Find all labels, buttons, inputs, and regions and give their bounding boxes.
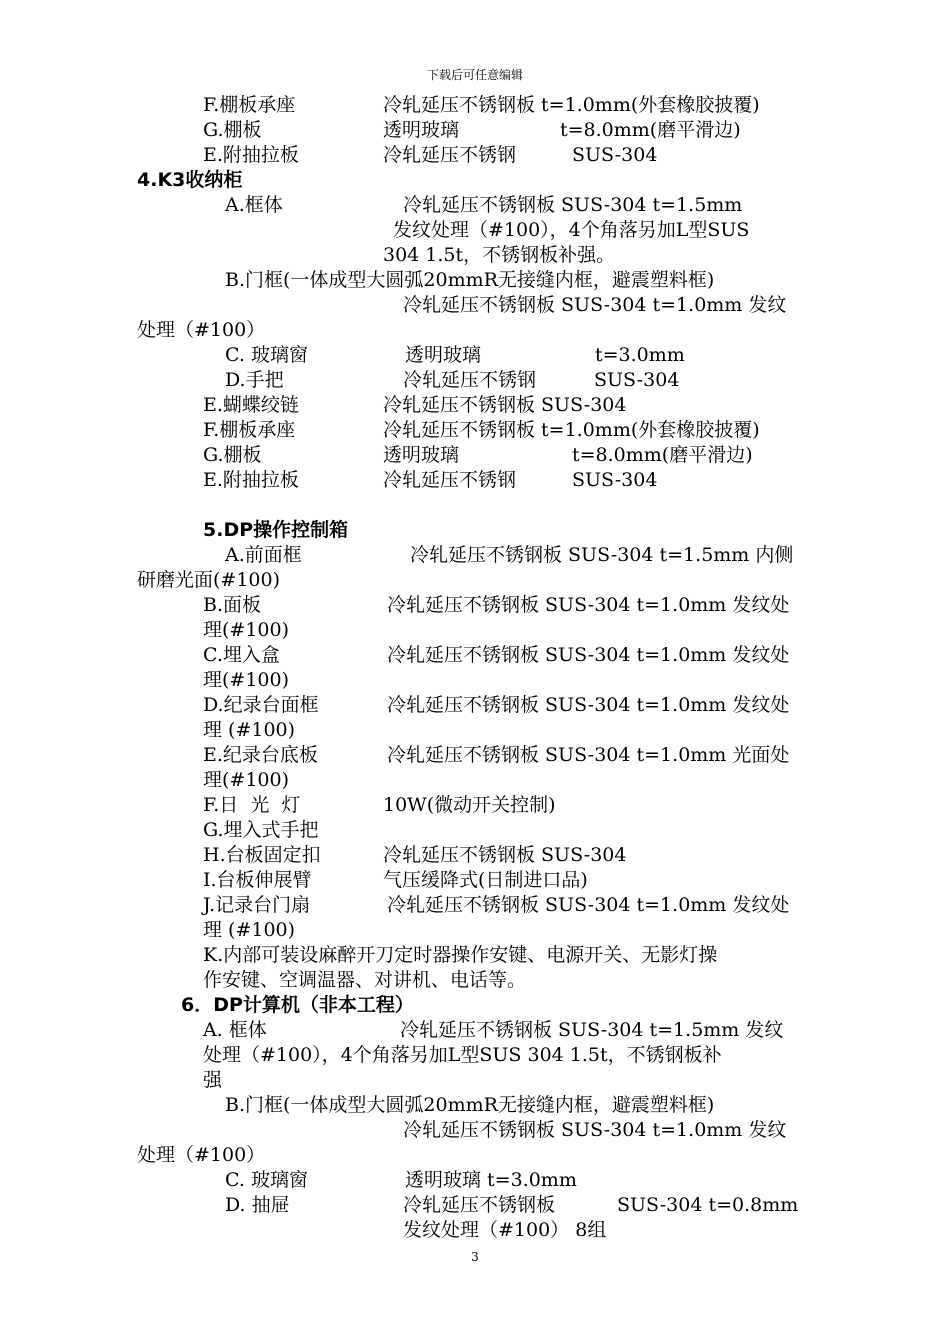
- spec-text: 研磨光面(#100): [137, 569, 281, 591]
- spec-text: t=3.0mm: [595, 344, 685, 366]
- spec-text: 冷轧延压不锈钢板 SUS-304 t=1.5mm 发纹: [400, 1019, 784, 1041]
- spec-text: D. 抽屉: [225, 1194, 290, 1216]
- spec-text: A. 框体: [203, 1019, 267, 1041]
- spec-text: 透明玻璃 t=3.0mm: [405, 1169, 577, 1191]
- spec-text: 发纹处理（#100） 8组: [403, 1219, 607, 1241]
- spec-text: SUS-304: [594, 369, 680, 391]
- section-heading: 6．DP计算机（非本工程）: [181, 994, 414, 1016]
- spec-text: G.埋入式手把: [203, 819, 319, 841]
- spec-text: B.面板: [203, 594, 262, 616]
- spec-text: B.门框(一体成型大圆弧20mmR无接缝内框，避震塑料框): [225, 269, 715, 291]
- spec-text: 透明玻璃: [405, 344, 482, 366]
- spec-text: 冷轧延压不锈钢板 SUS-304 t=1.0mm 发纹: [403, 294, 787, 316]
- spec-text: SUS-304: [572, 469, 658, 491]
- spec-text: C. 玻璃窗: [225, 344, 308, 366]
- page-number: 3: [471, 1250, 479, 1264]
- spec-text: t=8.0mm(磨平滑边): [572, 444, 753, 466]
- spec-text: 304 1.5t，不锈钢板补强。: [383, 244, 616, 266]
- spec-text: F.棚板承座: [203, 419, 296, 441]
- spec-text: 理(#100): [203, 769, 290, 791]
- spec-text: 冷轧延压不锈钢板 SUS-304 t=1.0mm 发纹: [403, 1119, 787, 1141]
- spec-text: SUS-304: [572, 144, 658, 166]
- spec-text: 冷轧延压不锈钢板 SUS-304 t=1.5mm: [403, 194, 743, 216]
- spec-text: D.手把: [225, 369, 284, 391]
- spec-text: E.纪录台底板: [203, 744, 318, 766]
- spec-text: I.台板伸展臂: [203, 869, 312, 891]
- spec-text: F.日 光 灯: [203, 794, 301, 816]
- spec-text: K.内部可装设麻醉开刀定时器操作安键、电源开关、无影灯操: [203, 944, 718, 966]
- spec-text: E.蝴蝶绞链: [203, 394, 299, 416]
- spec-text: 理 (#100): [203, 919, 296, 941]
- spec-text: J.记录台门扇: [203, 894, 311, 916]
- spec-text: 冷轧延压不锈钢板 SUS-304 t=1.0mm 光面处: [387, 744, 790, 766]
- spec-text: 强: [203, 1069, 223, 1091]
- spec-text: 处理（#100）: [137, 319, 266, 341]
- spec-text: G.棚板: [203, 119, 262, 141]
- spec-text: 透明玻璃: [383, 444, 460, 466]
- spec-text: G.棚板: [203, 444, 262, 466]
- spec-text: H.台板固定扣: [203, 844, 321, 866]
- spec-text: F.棚板承座: [203, 94, 296, 116]
- spec-text: C. 玻璃窗: [225, 1169, 308, 1191]
- spec-text: 冷轧延压不锈钢板 SUS-304: [383, 844, 627, 866]
- spec-text: SUS-304 t=0.8mm: [617, 1194, 799, 1216]
- spec-text: 冷轧延压不锈钢: [383, 469, 517, 491]
- spec-text: E.附抽拉板: [203, 144, 299, 166]
- spec-text: 理(#100): [203, 669, 290, 691]
- spec-text: 理(#100): [203, 619, 290, 641]
- spec-text: A.前面框: [225, 544, 302, 566]
- section-heading: 4.K3收纳柜: [137, 169, 243, 191]
- spec-text: 作安键、空调温器、对讲机、电话等。: [203, 969, 527, 991]
- spec-text: 发纹处理（#100），4个角落另加L型SUS: [393, 219, 750, 241]
- spec-text: 冷轧延压不锈钢板 SUS-304 t=1.0mm 发纹处: [387, 644, 790, 666]
- page-header: 下载后可任意编辑: [426, 68, 523, 82]
- spec-text: 冷轧延压不锈钢板 t=1.0mm(外套橡胶披覆): [383, 94, 760, 116]
- spec-text: C.埋入盒: [203, 644, 280, 666]
- spec-text: 冷轧延压不锈钢板 SUS-304 t=1.0mm 发纹处: [387, 694, 790, 716]
- section-heading: 5.DP操作控制箱: [203, 519, 349, 541]
- spec-text: 冷轧延压不锈钢板 SUS-304 t=1.0mm 发纹处: [387, 894, 790, 916]
- spec-text: 冷轧延压不锈钢板: [403, 1194, 556, 1216]
- spec-text: A.框体: [225, 194, 283, 216]
- spec-text: 冷轧延压不锈钢板 t=1.0mm(外套橡胶披覆): [383, 419, 760, 441]
- spec-text: 冷轧延压不锈钢: [383, 144, 517, 166]
- spec-text: 气压缓降式(日制进口品): [383, 869, 588, 891]
- spec-text: B.门框(一体成型大圆弧20mmR无接缝内框，避震塑料框): [225, 1094, 715, 1116]
- spec-text: E.附抽拉板: [203, 469, 299, 491]
- spec-text: 处理（#100），4个角落另加L型SUS 304 1.5t，不锈钢板补: [203, 1044, 722, 1066]
- spec-text: 冷轧延压不锈钢板 SUS-304 t=1.5mm 内侧: [410, 544, 794, 566]
- spec-text: 冷轧延压不锈钢: [403, 369, 537, 391]
- spec-text: D.纪录台面框: [203, 694, 319, 716]
- spec-text: 理 (#100): [203, 719, 296, 741]
- spec-text: 冷轧延压不锈钢板 SUS-304 t=1.0mm 发纹处: [387, 594, 790, 616]
- spec-text: 冷轧延压不锈钢板 SUS-304: [383, 394, 627, 416]
- spec-text: 处理（#100）: [137, 1144, 266, 1166]
- spec-text: 10W(微动开关控制): [383, 794, 556, 816]
- spec-text: 透明玻璃: [383, 119, 460, 141]
- spec-text: t=8.0mm(磨平滑边): [560, 119, 741, 141]
